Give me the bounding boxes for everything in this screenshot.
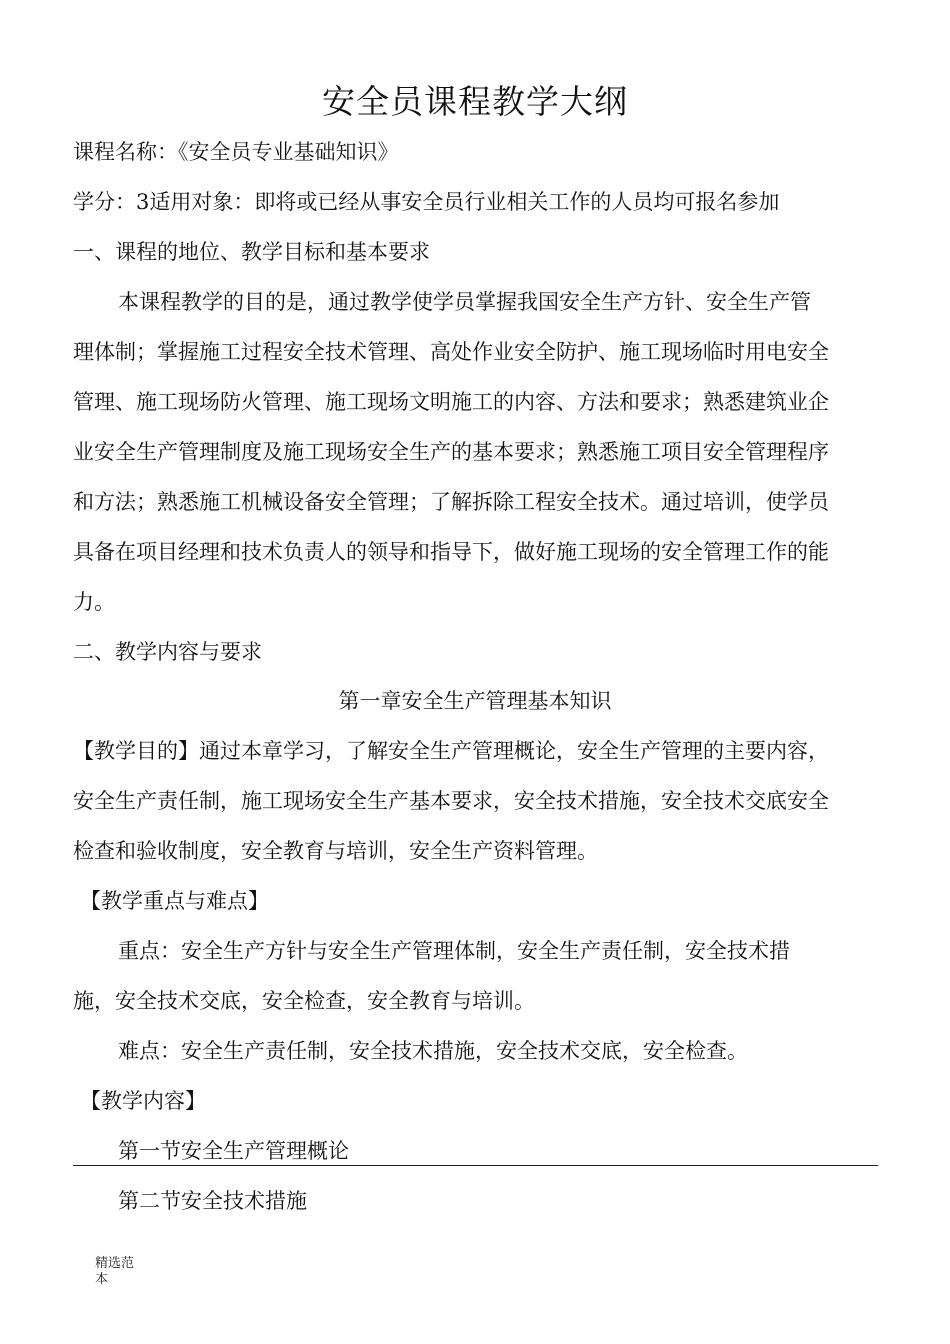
content-heading: 【教学内容】	[80, 1089, 206, 1113]
footer-label: 精选范本	[95, 1256, 135, 1287]
section1-heading: 一、课程的地位、教学目标和基本要求	[73, 240, 430, 264]
paragraph-line: 力。	[73, 590, 115, 614]
paragraph-line: 业安全生产管理制度及施工现场安全生产的基本要求；熟悉施工项目安全管理程序	[73, 440, 829, 464]
document-title: 安全员课程教学大纲	[322, 82, 628, 121]
paragraph-line: 和方法；熟悉施工机械设备安全管理；了解拆除工程安全技术。通过培训，使学员	[73, 490, 829, 514]
chapter-title: 第一章安全生产管理基本知识	[338, 689, 612, 713]
objective-line: 【教学目的】通过本章学习，了解安全生产管理概论，安全生产管理的主要内容，	[73, 739, 829, 763]
section2-heading: 二、教学内容与要求	[73, 640, 262, 664]
course-name: 课程名称：《安全员专业基础知识》	[73, 140, 399, 164]
paragraph-line: 理体制；掌握施工过程安全技术管理、高处作业安全防护、施工现场临时用电安全	[73, 340, 829, 364]
key-points-heading: 【教学重点与难点】	[80, 889, 269, 913]
paragraph-line: 具备在项目经理和技术负责人的领导和指导下，做好施工现场的安全管理工作的能	[73, 540, 829, 564]
paragraph-line: 本课程教学的目的是，通过教学使学员掌握我国安全生产方针、安全生产管	[118, 290, 811, 314]
section-item: 第一节安全生产管理概论	[118, 1139, 349, 1163]
credits-line: 学分：3适用对象：即将或已经从事安全员行业相关工作的人员均可报名参加	[73, 190, 780, 214]
section-item: 第二节安全技术措施	[118, 1189, 307, 1213]
key-points-line: 施，安全技术交底，安全检查，安全教育与培训。	[73, 989, 535, 1013]
objective-line: 检查和验收制度，安全教育与培训，安全生产资料管理。	[73, 839, 598, 863]
paragraph-line: 管理、施工现场防火管理、施工现场文明施工的内容、方法和要求；熟悉建筑业企	[73, 390, 829, 414]
key-points-line: 重点：安全生产方针与安全生产管理体制，安全生产责任制，安全技术措	[118, 939, 790, 963]
objective-line: 安全生产责任制，施工现场安全生产基本要求，安全技术措施，安全技术交底安全	[73, 789, 829, 813]
difficulties-line: 难点：安全生产责任制，安全技术措施，安全技术交底，安全检查。	[118, 1039, 748, 1063]
horizontal-divider	[73, 1165, 878, 1166]
